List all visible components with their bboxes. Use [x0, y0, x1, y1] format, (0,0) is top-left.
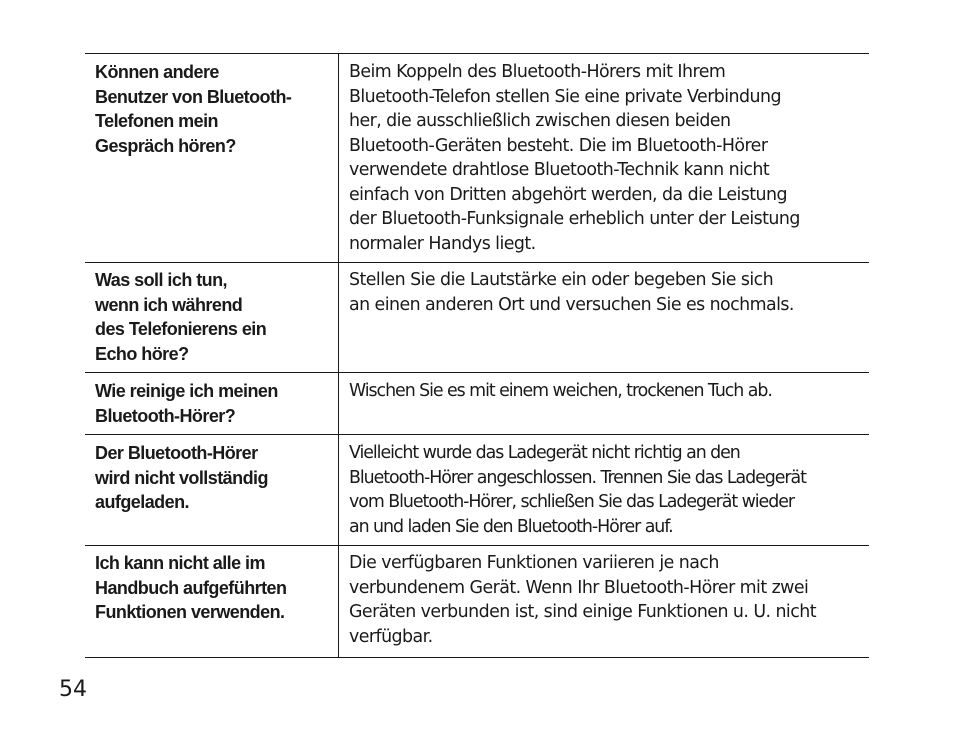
page-number: 54: [59, 677, 87, 702]
question-cell: [85, 435, 339, 546]
faq-table: [85, 53, 869, 658]
question-text: Der Bluetooth-Hörer wird nicht vollständig aufgeladen.: [95, 443, 268, 512]
faq-row: [85, 435, 869, 546]
answer-text: Vielleicht wurde das Ladegerät nicht richtig an den Bluetooth-Hörer angeschlossen. Trennen Sie das Ladegerät vom Bluetooth-Hörer, schließen Sie das Ladegerät wieder an und laden Sie den Bluetooth-Hörer auf.: [349, 443, 806, 537]
question-cell: [85, 373, 339, 435]
answer-text: Die verfügbaren Funktionen variieren je nach verbundenem Gerät. Wenn Ihr Bluetooth-Hörer mit zwei Geräten verbunden ist, sind einige Funktionen u. U. nicht verfügbar.: [349, 553, 816, 647]
answer-cell: [339, 54, 870, 263]
answer-text: Beim Koppeln des Bluetooth-Hörers mit Ihrem Bluetooth-Telefon stellen Sie eine private Verbindung her, die ausschließlich zwischen diesen beiden Bluetooth-Geräten besteht. Die im Bluetooth-Hörer verwendete drahtlose Bluetooth-Technik kann nicht einfach von Dritten abgehört werden, da die Leistung der Bluetooth-Funksignale erheblich unter der Leistung normaler Handys liegt.: [349, 62, 800, 254]
question-text: Was soll ich tun, wenn ich während des Telefonierens ein Echo höre?: [95, 270, 267, 364]
faq-row: [85, 546, 869, 658]
faq-row: [85, 54, 869, 263]
answer-cell: [339, 373, 870, 435]
question-cell: [85, 54, 339, 263]
faq-row: [85, 263, 869, 373]
answer-cell: [339, 546, 870, 658]
question-text: Können andere Benutzer von Bluetooth- Telefonen mein Gespräch hören?: [95, 62, 292, 156]
answer-cell: [339, 263, 870, 373]
answer-cell: [339, 435, 870, 546]
answer-text: Stellen Sie die Lautstärke ein oder begeben Sie sich an einen anderen Ort und versuchen Sie es nochmals.: [349, 270, 794, 315]
question-text: Ich kann nicht alle im Handbuch aufgeführten Funktionen verwenden.: [95, 553, 287, 622]
answer-text: Wischen Sie es mit einem weichen, trockenen Tuch ab.: [349, 381, 772, 401]
question-cell: [85, 263, 339, 373]
question-text: Wie reinige ich meinen Bluetooth-Hörer?: [95, 381, 278, 426]
faq-row: [85, 373, 869, 435]
question-cell: [85, 546, 339, 658]
